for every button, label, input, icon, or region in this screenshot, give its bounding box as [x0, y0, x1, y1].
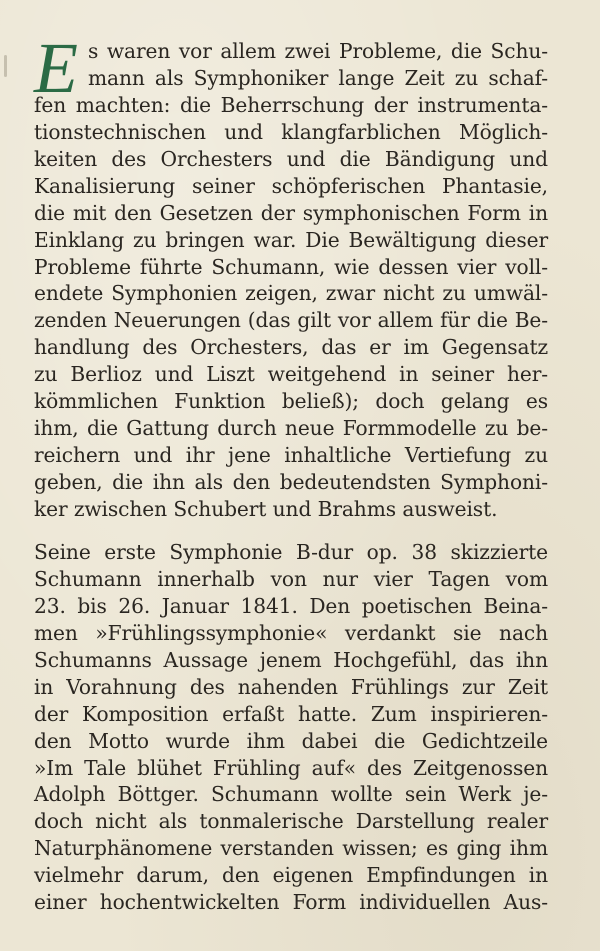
- text-line: zu Berlioz und Liszt weitgehend in seiner her-: [34, 362, 548, 387]
- text-line: die mit den Gesetzen der symphonischen Form in: [34, 200, 548, 225]
- text-line: geben, die ihn als den bedeutendsten Symphoni-: [34, 470, 548, 494]
- text-line: zenden Neuerungen (das gilt vor allem für die Be-: [34, 308, 548, 333]
- text-line: der Komposition erfaßt hatte. Zum inspirieren-: [34, 701, 548, 726]
- text-line: doch nicht als tonmalerische Darstellung realer: [34, 809, 548, 834]
- text-line: Probleme führte Schumann, wie dessen vier voll-: [34, 254, 548, 279]
- page-edge-mark: [4, 55, 7, 77]
- text-line: »Im Tale blühet Frühling auf« des Zeitgenossen: [34, 755, 548, 780]
- paragraph-2: [34, 539, 548, 916]
- text-line: in Vorahnung des nahenden Frühlings zur Zeit: [34, 674, 548, 699]
- text-line: endete Symphonien zeigen, zwar nicht zu umwäl-: [34, 281, 548, 306]
- text-line: vielmehr darum, den eigenen Empfindungen in: [34, 863, 548, 888]
- text-line: ker zwischen Schubert und Brahms ausweist.: [34, 496, 498, 521]
- text-line: Naturphänomene verstanden wissen; es ging ihm: [34, 836, 548, 861]
- text-line: fen machten: die Beherrschung der instrumenta-: [34, 92, 548, 117]
- text-line: mann als Symphoniker lange Zeit zu schaf-: [88, 65, 548, 90]
- text-line: handlung des Orchesters, das er im Gegensatz: [34, 335, 548, 360]
- text-line: tionstechnischen und klangfarblichen Möglich-: [34, 119, 548, 144]
- drop-cap: E: [34, 28, 78, 108]
- text-line: s waren vor allem zwei Probleme, die Schu-: [88, 39, 548, 63]
- text-line: einer hochentwickelten Form individuellen Aus-: [34, 890, 548, 915]
- text-line: 23. bis 26. Januar 1841. Den poetischen Beina-: [34, 593, 548, 618]
- text-line: ihm, die Gattung durch neue Formmodelle zu be-: [34, 416, 548, 441]
- text-line: Adolph Böttger. Schumann wollte sein Werk je-: [34, 782, 548, 807]
- text-line: Seine erste Symphonie B-dur op. 38 skizzierte: [34, 540, 548, 564]
- text-line: Schumanns Aussage jenem Hochgefühl, das ihn: [34, 647, 548, 672]
- text-line: men »Frühlingssymphonie« verdankt sie nach: [34, 620, 548, 645]
- text-line: kömmlichen Funktion beließ); doch gelang es: [34, 389, 548, 414]
- text-line: Einklang zu bringen war. Die Bewältigung dieser: [34, 227, 548, 252]
- text-line: Schumann innerhalb von nur vier Tagen vom: [34, 566, 548, 591]
- text-line: den Motto wurde ihm dabei die Gedichtzeile: [34, 728, 548, 753]
- text-line: Kanalisierung seiner schöpferischen Phantasie,: [34, 173, 548, 198]
- text-line: reichern und ihr jene inhaltliche Vertiefung zu: [34, 443, 548, 468]
- paragraph-1: [34, 28, 548, 523]
- text-line: keiten des Orchesters und die Bändigung und: [34, 146, 548, 171]
